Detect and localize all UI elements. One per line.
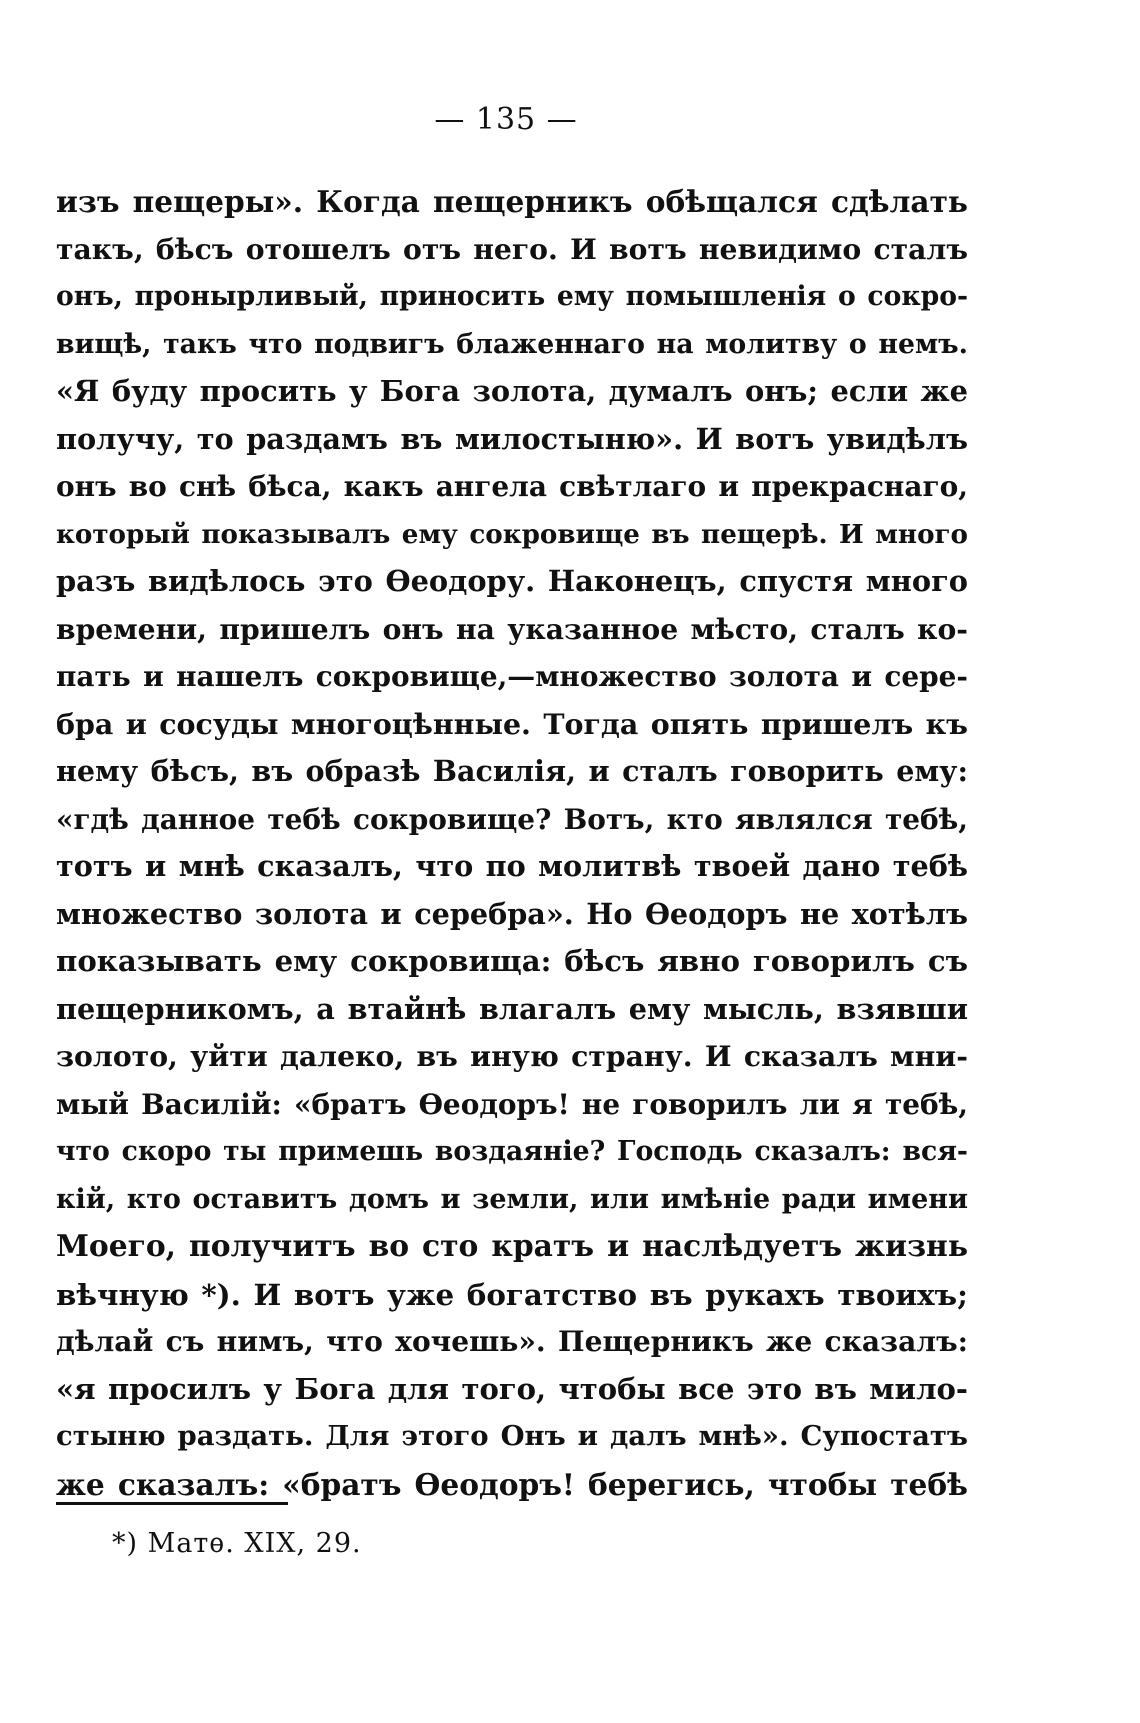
text-line: золото, уйти далеко, въ иную страну. И сказалъ мни- (56, 1039, 968, 1073)
text-line: получу, то раздамъ въ милостыню». И вотъ увидѣлъ (56, 421, 968, 456)
text-line: множество золота и серебра». Но Ѳеодоръ не хотѣлъ (56, 896, 968, 931)
text-line: что скоро ты примешь воздаяніе? Господь сказалъ: вся- (56, 1136, 968, 1167)
text-line: пещерникомъ, а втайнѣ влагалъ ему мысль, взявши (56, 991, 968, 1026)
text-line: изъ пещеры». Когда пещерникъ обѣщался сдѣлать (56, 184, 968, 219)
page-number: — 135 — (434, 102, 578, 137)
text-line: нему бѣсъ, въ образѣ Василія, и сталъ говорить ему: (56, 754, 968, 788)
text-line: пать и нашелъ сокровище,—множество золота и сере- (56, 660, 968, 693)
body-text (56, 178, 968, 1508)
footnote-divider (56, 1502, 288, 1505)
text-line: стыню раздать. Для этого Онъ и далъ мнѣ». Супостатъ (56, 1420, 968, 1452)
text-line: дѣлай съ нимъ, что хочешь». Пещерникъ же сказалъ: (56, 1325, 968, 1358)
text-line: «Я буду просить у Бога золота, думалъ онъ; если же (56, 374, 968, 408)
text-line: тотъ и мнѣ сказалъ, что по молитвѣ твоей дано тебѣ (56, 849, 968, 883)
text-line: который показывалъ ему сокровище въ пещерѣ. И много (56, 518, 968, 550)
text-line: бра и сосуды многоцѣнные. Тогда опять пришелъ къ (56, 706, 968, 741)
text-line: «гдѣ данное тебѣ сокровище? Вотъ, кто являлся тебѣ, (56, 802, 968, 836)
footnote: *) Матѳ. XIX, 29. (112, 1528, 362, 1559)
text-line: кій, кто оставитъ домъ и земли, или имѣніе ради имени (56, 1183, 968, 1215)
text-line: онъ во снѣ бѣса, какъ ангела свѣтлаго и прекраснаго, (56, 470, 968, 503)
text-line: мый Василій: «братъ Ѳеодоръ! не говорилъ ли я тебѣ, (56, 1087, 968, 1121)
text-line: показывать ему сокровища: бѣсъ явно говорилъ съ (56, 944, 968, 978)
text-line: разъ видѣлось это Ѳеодору. Наконецъ, спустя много (56, 564, 968, 598)
text-line: вѣчную *). И вотъ уже богатство въ рукахъ твоихъ; (56, 1276, 968, 1312)
text-line: вищѣ, такъ что подвигъ блаженнаго на молитву о немъ. (56, 328, 968, 360)
text-line: времени, пришелъ онъ на указанное мѣсто, сталъ ко- (56, 612, 968, 646)
text-line: же сказалъ: «братъ Ѳеодоръ! берегись, чтобы тебѣ (56, 1466, 968, 1502)
text-line: такъ, бѣсъ отошелъ отъ него. И вотъ невидимо сталъ (56, 231, 968, 266)
text-line: Моего, получитъ во сто кратъ и наслѣдуетъ жизнь (56, 1229, 968, 1264)
text-line: «я просилъ у Бога для того, чтобы все это въ мило- (56, 1371, 968, 1406)
text-line: онъ, пронырливый, приносить ему помышленія о сокро- (56, 281, 968, 312)
